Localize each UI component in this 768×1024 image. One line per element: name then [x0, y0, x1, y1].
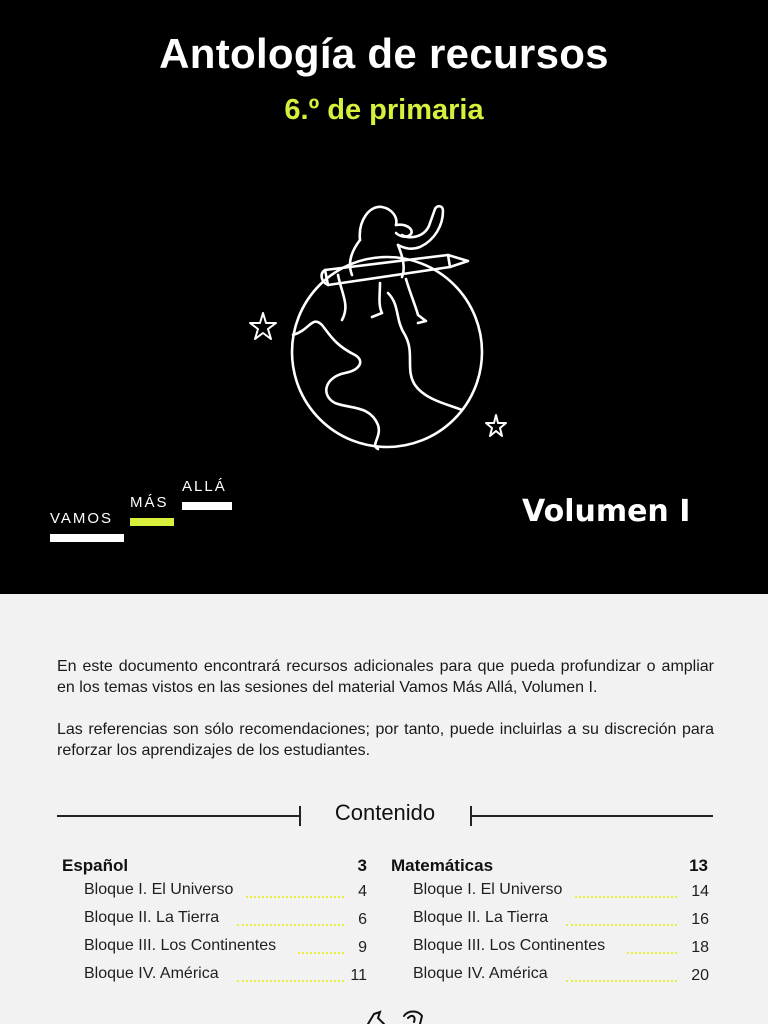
toc-section-page: 3: [357, 856, 367, 875]
toc-item[interactable]: [391, 878, 721, 906]
toc-section-page: 13: [689, 856, 708, 875]
toc-dot-leader: [575, 896, 677, 898]
toc-item-page: 4: [358, 883, 367, 900]
toc-dot-leader: [298, 952, 344, 954]
earth-rider-illustration: [230, 195, 530, 485]
toc-item-page: 6: [358, 911, 367, 928]
toc-item[interactable]: [62, 962, 392, 990]
toc-section-heading[interactable]: [62, 856, 367, 878]
cover-subtitle: 6.º de primaria: [284, 94, 484, 126]
toc-item-label: Bloque I. El Universo: [413, 881, 563, 898]
toc-item-page: 11: [350, 967, 367, 984]
toc-section-title: Español: [62, 856, 129, 875]
toc-item-label: Bloque III. Los Continentes: [413, 937, 606, 954]
toc-item[interactable]: [391, 906, 721, 934]
toc-header: [57, 800, 713, 830]
toc-item-label: Bloque III. Los Continentes: [84, 937, 277, 954]
toc-item[interactable]: [391, 934, 721, 962]
toc-item-label: Bloque IV. América: [84, 965, 219, 982]
toc-item-label: Bloque II. La Tierra: [413, 909, 549, 926]
toc-title: Contenido: [334, 800, 436, 825]
toc-section-matematicas: [391, 856, 721, 990]
cover-title: Antología de recursos: [159, 30, 609, 77]
vamos-mas-alla-logo: [50, 478, 250, 548]
logo-bar-white-2: [182, 502, 232, 510]
toc-dot-leader: [246, 896, 344, 898]
toc-item-page: 14: [691, 883, 709, 900]
toc-dot-leader: [627, 952, 677, 954]
toc-item-label: Bloque I. El Universo: [84, 881, 234, 898]
toc-dot-leader: [566, 924, 677, 926]
logo-bar-accent: [130, 518, 174, 526]
toc-section-espanol: [62, 856, 392, 990]
toc-item-page: 16: [691, 911, 709, 928]
toc-item[interactable]: [62, 934, 392, 962]
toc-section-heading[interactable]: [391, 856, 708, 878]
toc-item[interactable]: [391, 962, 721, 990]
toc-item-page: 18: [691, 939, 709, 956]
intro-paragraph-2: Las referencias son sólo recomendaciones; por tanto, puede incluirlas a su discreción para reforzar los aprendizajes de los estudiantes.: [57, 721, 714, 759]
toc-item-label: Bloque II. La Tierra: [84, 909, 220, 926]
toc-dot-leader: [237, 924, 344, 926]
logo-word-alla: ALLÁ: [182, 478, 227, 495]
toc-dot-leader: [237, 980, 344, 982]
toc-section-title: Matemáticas: [391, 856, 494, 875]
decorative-doodles-icon: [360, 1004, 440, 1024]
intro-paragraph-1: En este documento encontrará recursos adicionales para que pueda profundizar o ampliar en los temas vistos en las sesiones del material Vamos Más Allá, Volumen I.: [57, 658, 714, 696]
toc-item-page: 9: [358, 939, 367, 956]
toc-item-page: 20: [691, 967, 709, 984]
logo-word-vamos: VAMOS: [50, 510, 114, 527]
toc-item-label: Bloque IV. América: [413, 965, 548, 982]
volume-label: Volumen I: [522, 494, 691, 529]
toc-rule-right: [470, 815, 713, 817]
logo-word-mas: MÁS: [130, 494, 169, 511]
logo-bar-white: [50, 534, 124, 542]
toc-dot-leader: [566, 980, 677, 982]
toc-item[interactable]: [62, 906, 392, 934]
toc-item[interactable]: [62, 878, 392, 906]
